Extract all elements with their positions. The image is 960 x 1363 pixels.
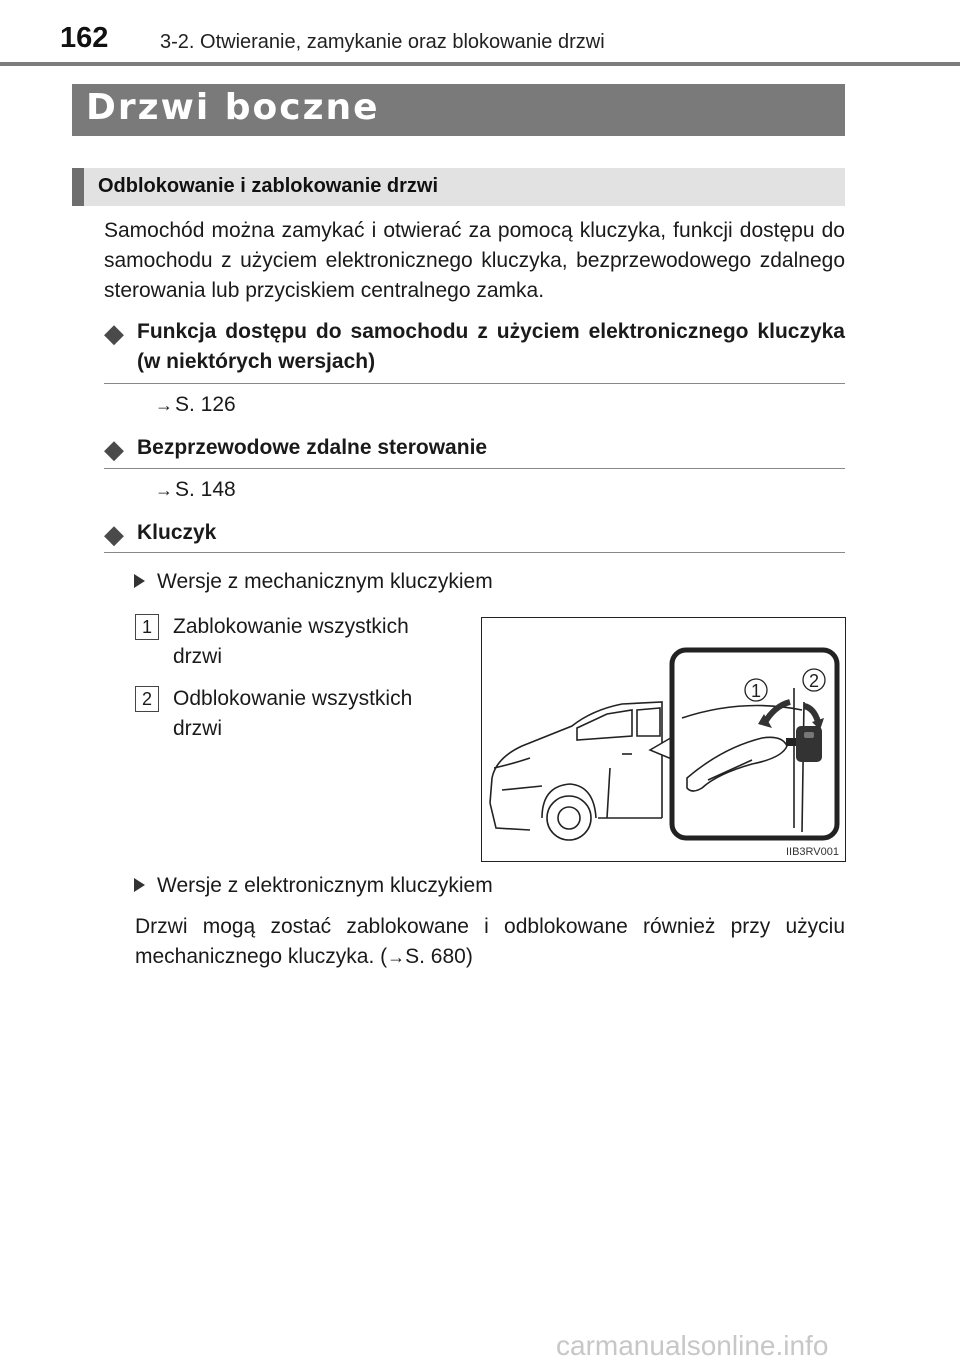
watermark: carmanualsonline.info bbox=[556, 1330, 829, 1361]
diamond-bullet-icon: ◆ bbox=[104, 519, 124, 549]
feature-title: Bezprzewodowe zdalne sterowanie bbox=[137, 436, 488, 459]
arrow-right-icon: → bbox=[155, 395, 173, 415]
feature-title: Kluczyk bbox=[137, 521, 217, 544]
figure-marker-2-label: 2 bbox=[808, 671, 820, 691]
subsection-title-bar bbox=[72, 168, 845, 206]
key-lock-illustration bbox=[481, 617, 846, 862]
electronic-key-heading bbox=[134, 874, 493, 898]
subsection-title: Odblokowanie i zablokowanie drzwi bbox=[98, 175, 439, 197]
feature-title: Funkcja dostępu do samochodu z użyciem elektronicznego kluczyka (w niektórych wersjach) bbox=[137, 320, 845, 373]
page-header bbox=[0, 0, 960, 66]
diamond-bullet-icon: ◆ bbox=[104, 318, 124, 348]
triangle-bullet-icon bbox=[134, 574, 145, 588]
section-title: Drzwi boczne bbox=[86, 87, 380, 128]
step-number-2: 2 bbox=[135, 686, 159, 712]
feature-divider bbox=[104, 552, 845, 553]
closing-paren: ) bbox=[465, 945, 473, 968]
figure-marker-1-label: 1 bbox=[750, 681, 762, 701]
electronic-key-heading-text: Wersje z elektronicznym kluczykiem bbox=[157, 874, 493, 897]
section-title-bar bbox=[72, 84, 845, 136]
page-reference-text: S. 126 bbox=[175, 393, 236, 416]
electronic-key-text: Drzwi mogą zostać zablokowane i odblokowane również przy użyciu mechanicznego kluczyka. ( bbox=[135, 915, 845, 968]
mechanical-key-heading-text: Wersje z mechanicznym kluczykiem bbox=[157, 570, 493, 593]
intro-paragraph: Samochód można zamykać i otwierać za pomocą kluczyka, funkcji dostępu do samochodu z użyciem elektronicznego kluczyka, bezprzewodowego zdalnego sterowania lub przyciskiem centralnego zamka. bbox=[104, 219, 845, 302]
car-outline bbox=[490, 702, 662, 840]
feature-divider bbox=[104, 383, 845, 384]
car-door-key-drawing bbox=[482, 618, 845, 861]
chapter-title: 3-2. Otwieranie, zamykanie oraz blokowanie drzwi bbox=[160, 31, 605, 53]
page-reference-link[interactable] bbox=[155, 478, 236, 502]
electronic-key-paragraph bbox=[135, 912, 845, 972]
step-text-unlock: Odblokowanie wszystkich drzwi bbox=[173, 687, 413, 740]
triangle-bullet-icon bbox=[134, 878, 145, 892]
step-number-1: 1 bbox=[135, 614, 159, 640]
diamond-bullet-icon: ◆ bbox=[104, 434, 124, 464]
arrow-right-icon: → bbox=[387, 947, 406, 967]
page-reference-link[interactable] bbox=[155, 393, 236, 417]
page-reference-text: S. 148 bbox=[175, 478, 236, 501]
step-text-lock: Zablokowanie wszystkich drzwi bbox=[173, 615, 409, 668]
page-number: 162 bbox=[60, 22, 109, 54]
feature-divider bbox=[104, 468, 845, 469]
figure-code: IIB3RV001 bbox=[785, 846, 839, 858]
page-reference-link[interactable]: S. 680 bbox=[405, 945, 466, 968]
header-divider bbox=[0, 62, 960, 66]
subsection-accent bbox=[72, 168, 84, 206]
mechanical-key-heading bbox=[134, 570, 493, 594]
arrow-right-icon: → bbox=[155, 480, 173, 500]
